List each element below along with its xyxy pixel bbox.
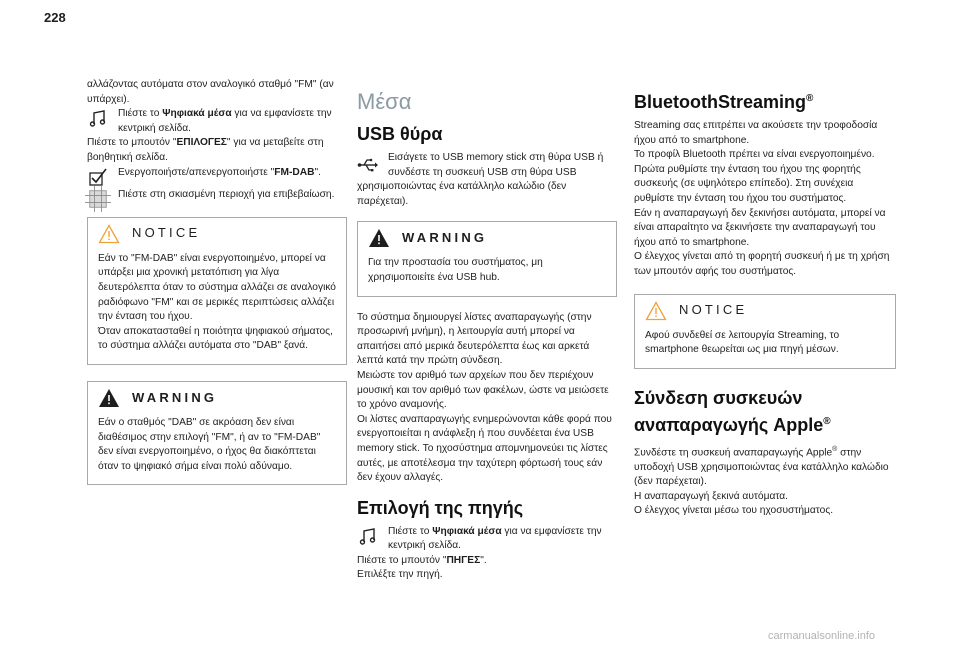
warning-title: WARNING: [402, 230, 488, 246]
notice-triangle-icon: [645, 301, 667, 321]
apple-heading: Σύνδεση συσκευών αναπαραγωγής Apple®: [634, 387, 831, 435]
warning-box: WARNING Εάν ο σταθμός "DAB" σε ακρόαση δεν είναι διαθέσιμος στην επιλογή "FM", ή αν το "FM-DAB" δεν είναι ενεργοποιημένο, ο ήχος θα διακόπτεται όταν το ψηφιακό σήμα είναι πολύ αδύναμο.: [87, 381, 347, 485]
notice-box: NOTICE Εάν το "FM-DAB" είναι ενεργοποιημένο, μπορεί να υπάρξει μια χρονική μετατόπιση για λίγα δευτερόλεπτα όταν το σύστημα αλλάζει σε αναλογικό ραδιόφωνο "FM" και σε μερικές περιπτώσεις αλλάζει την ένταση του ήχου. Όταν αποκατασταθεί η ποιότητα ψηφιακού σήματος, το σύστημα αλλάζει αυτόματα στο "DAB" ξανά.: [87, 217, 347, 365]
warning-triangle-icon: [368, 228, 390, 248]
column-2: Μέσα USB θύρα Εισάγετε το USB memory stick στη θύρα USB ή συνδέστε τη συσκευή USB στη θύρα USB χρησιμοποιώντας ένα κατάλληλο καλώδιο (δεν παρέχεται). WARNING Για την προστασία του συστήματος, μη χρησιμοποιείτε ένα USB hub. Το σύστημα δημιουργεί λίστες αναπαραγωγής (στην προσωρινή μνήμη), η λειτουργία αυτή μπορεί να απαιτήσει από μερικά δευτερόλεπτα έως και αρκετά λεπτά κατά την πρώτη σύνδεση. Μειώστε τον αριθμό των αρχείων που δεν περιέχουν μουσική και τον αριθμό των φακέλων, ώστε να μειώσετε το χρόνο αναμονής. Οι λίστες αναπαραγωγής ενημερώνονται κάθε φορά που ενεργοποιείται η ανάφλεξη ή που συνδέεται ένα USB memory stick. Το ηχοσύστημα απομνημονεύει τις λίστες αυτές, με αποτέλεσμα την ταχύτερη φόρτωσή τους εάν δεν έχουν αλλαγές. Επιλογή της πηγής Πιέστε το Ψηφιακά μέσα για να εμφανίσετε την κεντρική σελίδα. Πιέστε το μπουτόν "ΠΗΓΕΣ". Επιλέξτε την πηγή.: [357, 80, 617, 583]
source-heading: Επιλογή της πηγής: [357, 497, 524, 518]
options-label: ΕΠΙΛΟΓΕΣ: [176, 137, 227, 149]
digital-media-label: Ψηφιακά μέσα: [162, 108, 232, 120]
step-options: Πιέστε το μπουτόν "ΕΠΙΛΟΓΕΣ" για να μεταβείτε στη βοηθητική σελίδα.: [87, 137, 324, 163]
music-note-icon: [357, 525, 379, 547]
bt-notice-box: NOTICE Αφού συνδεθεί σε λειτουργία Streaming, το smartphone θεωρείται ως μια πηγή μέσων.: [634, 294, 896, 369]
notice-title: NOTICE: [132, 225, 201, 241]
music-note-icon: [87, 107, 109, 129]
notice-triangle-icon: [98, 224, 120, 244]
warning-title: WARNING: [132, 389, 218, 405]
usb-warning-box: WARNING Για την προστασία του συστήματος, μη χρησιμοποιείτε ένα USB hub.: [357, 221, 617, 296]
page-number: 228: [44, 10, 66, 25]
source-step-media: Πιέστε το Ψηφιακά μέσα για να εμφανίσετε την κεντρική σελίδα.: [357, 525, 617, 554]
column-1: [87, 78, 347, 499]
section-title-media: Μέσα: [357, 89, 412, 114]
warning-triangle-icon: [98, 388, 120, 408]
usb-heading: USB θύρα: [357, 124, 443, 144]
step-media: Πιέστε το Ψηφιακά μέσα για να εμφανίσετε την κεντρική σελίδα.: [87, 107, 347, 136]
fm-dab-label: FM-DAB: [274, 166, 315, 178]
watermark-text: carmanualsonline.info: [768, 630, 876, 642]
step-fm-dab: Ενεργοποιήστε/απενεργοποιήστε "FM-DAB".: [87, 166, 347, 181]
usb-step: Εισάγετε το USB memory stick στη θύρα USB ή συνδέστε τη συσκευή USB στη θύρα USB: [357, 151, 617, 180]
column-3: BluetoothStreaming® Streaming σας επιτρέπει να ακούσετε την τροφοδοσία ήχου από το smartphone. Το προφίλ Bluetooth πρέπει να είναι ενεργοποιημένο. Πρώτα ρυθμίστε την ένταση του ήχου της φορητής συσκευής (σε υψηλότερο επίπεδο). Στη συνέχεια ρυθμίστε την ένταση του ήχου του συστήματος. Εάν η αναπαραγωγή δεν ξεκινήσει αυτόματα, μπορεί να είναι απαραίτητο να ξεκινήσετε την αναπαραγωγή του ήχου από το smartphone. Ο έλεγχος γίνεται από τη φορητή συσκευή ή με τη χρήση των μπουτόν αφής του συστήματος. NOTICE Αφού συνδεθεί σε λειτουργία Streaming, το smartphone θεωρείται ως μια πηγή μέσων. Σύνδεση συσκευών αναπαραγωγής Apple® Συνδέστε τη συσκευή αναπαραγωγής Apple® στην υποδοχή USB χρησιμοποιώντας ένα κατάλληλο καλώδιο (δεν παρέχεται). Η αναπαραγωγή ξεκινά αυτόματα. Ο έλεγχος γίνεται μέσω του ηχοσυστήματος.: [634, 84, 896, 519]
step-confirm: Πιέστε στη σκιασμένη περιοχή για επιβεβαίωση.: [87, 188, 347, 203]
checkbox-icon: [87, 166, 109, 188]
notice-title: NOTICE: [679, 302, 748, 318]
shaded-area-icon: [85, 186, 111, 212]
intro-text: αλλάζοντας αυτόματα στον αναλογικό σταθμό "FM" (αν υπάρχει).: [87, 79, 334, 105]
usb-icon: [357, 154, 379, 176]
bluetooth-heading: BluetoothStreaming®: [634, 92, 814, 112]
